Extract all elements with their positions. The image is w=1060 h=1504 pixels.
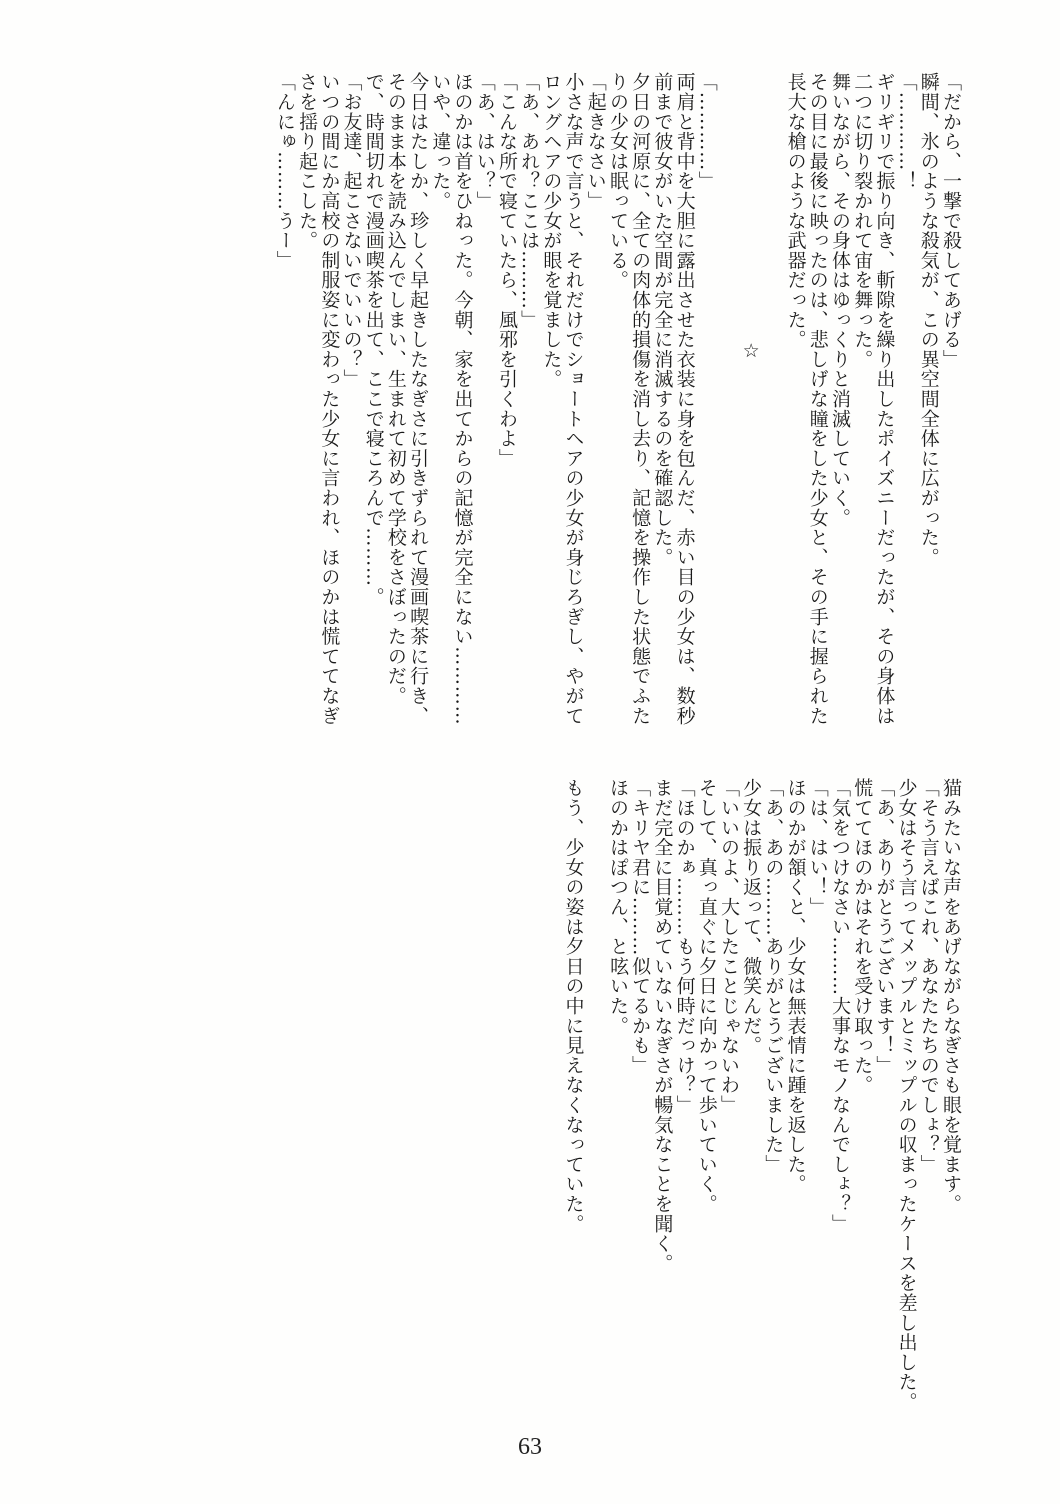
text-column: 「…………！ [895,72,918,191]
blank-column [585,778,607,1238]
text-column: 「キリヤ君に………似てるかも」 [629,778,652,1075]
text-column: 少女はそう言ってメップルとミップルの収まったケースを差し出した。 [895,778,918,1412]
text-column: その目に最後に映ったのは、悲しげな瞳をした少女と、その手に握られた [806,72,829,726]
text-column: 長大な槍のような武器だった。 [784,72,807,350]
text-column: ほのかが頷くと、少女は無表情に踵を返した。 [784,778,807,1194]
text-column: で、時間切れで漫画喫茶を出て、ここで寝ころんで………。 [362,72,385,607]
text-column: 前まで彼女がいた空間が完全に消滅するのを確認した。 [651,72,674,567]
text-column: 「んにゅ………うー」 [273,72,296,270]
text-column: 「あ、あの………ありがとうございました」 [762,778,785,1174]
text-column: 「あ、あれ？ここは………」 [518,72,541,330]
blank-column [718,72,740,712]
text-column: 慌ててほのかはそれを受け取った。 [851,778,874,1095]
text-column: 「気をつけなさい………大事なモノなんでしょ？」 [828,778,851,1234]
text-column: 夕日の河原に、全ての肉体的損傷を消し去り、記憶を操作した状態でふた [629,72,652,726]
text-column: そのまま本を読み込んでしまい、生まれて初めて学校をさぼったのだ。 [384,72,407,706]
text-column: 「お友達、起こさないでいいの？」 [340,72,363,389]
text-column: 「…………」 [695,72,718,191]
text-column: 「そう言えばこれ、あなたたちのでしょ？」 [917,778,940,1174]
blank-column [762,72,784,712]
text-column: 今日はたしか、珍しく早起きしたなぎさに引きずられて漫画喫茶に行き、 [407,72,430,726]
text-column: ほのかはぽつん、と呟いた。 [606,778,629,1036]
section-break-star: ☆ [740,340,763,363]
text-column: もう、少女の姿は夕日の中に見えなくなっていた。 [562,778,585,1234]
text-column: いつの間にか高校の制服姿に変わった少女に言われ、ほのかは慌ててなぎ [318,72,341,726]
text-column: 「いいのよ、大したことじゃないわ」 [717,778,740,1115]
text-column: 「あ、はい？」 [473,72,496,211]
text-column: 両肩と背中を大胆に露出させた衣装に身を包んだ、赤い目の少女は、数秒 [673,72,696,726]
text-column: 二つに切り裂かれて宙を舞った。 [851,72,874,369]
text-column: 少女は振り返って、微笑んだ。 [740,778,763,1056]
text-column: 「は、はい！」 [806,778,829,917]
text-column: 舞いながら、その身体はゆっくりと消滅していく。 [828,72,851,528]
text-column: 猫みたいな声をあげながらなぎさも眼を覚ます。 [940,778,962,1214]
lower-text-block [562,778,962,1412]
text-column: 「あ、ありがとうございます！」 [873,778,896,1075]
text-column: ロングヘアの少女が眼を覚ました。 [540,72,563,389]
text-column: 「こんな所で寝ていたら、風邪を引くわよ」 [495,72,518,468]
text-column: ギリギリで振り向き、斬隙を繰り出したポイズニーだったが、その身体は [873,72,896,726]
text-column: 「ほのかぁ………もう何時だっけ？」 [673,778,696,1115]
text-column: りの少女は眠っている。 [606,72,629,290]
text-column: まだ完全に目覚めていないなぎさが暢気なことを聞く。 [651,778,674,1273]
text-column: そして、真っ直ぐに夕日に向かって歩いていく。 [695,778,718,1214]
text-column: さを揺り起こした。 [296,72,319,251]
text-column: 「起きなさい」 [584,72,607,211]
text-column: 瞬間、氷のような殺気が、この異空間全体に広がった。 [917,72,940,567]
upper-text-block [273,72,962,726]
text-column: 小さな声で言うと、それだけでショートヘアの少女が身じろぎし、やがて [562,72,585,726]
text-column: ほのかは首をひねった。今朝、家を出てからの記憶が完全にない………… [451,72,474,726]
page-number: 63 [518,1434,542,1460]
text-column: いや、違った。 [429,72,452,211]
text-column: 「だから、一撃で殺してあげる」 [940,72,962,369]
